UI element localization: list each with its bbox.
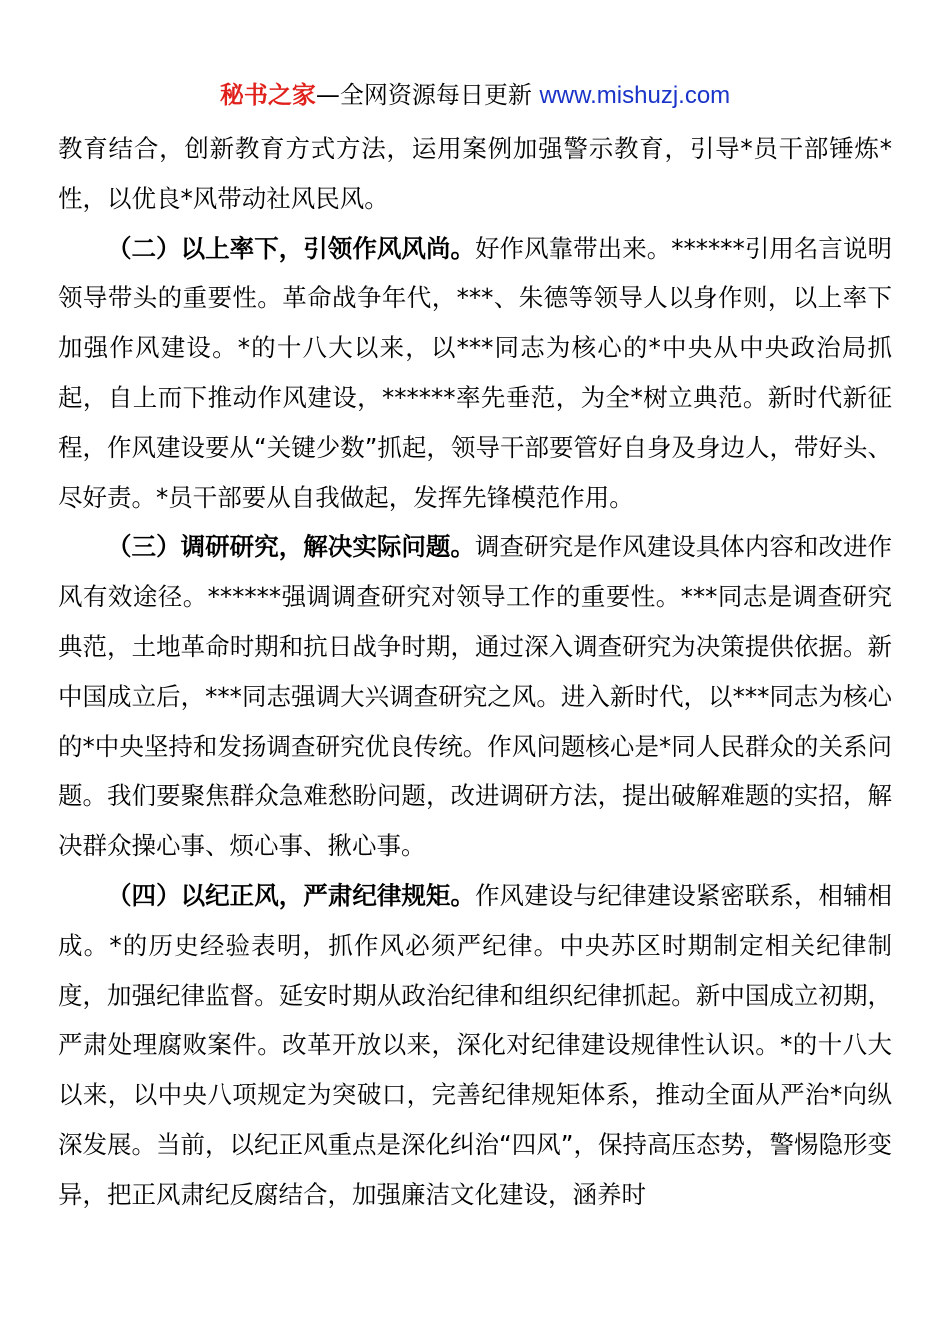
paragraph-text: 好作风靠带出来。******引用名言说明领导带头的重要性。革命战争年代，***、朱德等领导人以身作则，以上率下加强作风建设。*的十八大以来，以***同志为核心的*中央从中央政治局抓起，自上而下推动作风建设，******率先垂范，为全*树立典范。新时代新征程，作风建设要从“关键少数”抓起，领导干部要管好自身及身边人，带好头、尽好责。*员干部要从自我做起，发挥先锋模范作用。 (58, 233, 892, 512)
paragraph-text: 作风建设与纪律建设紧密联系，相辅相成。*的历史经验表明，抓作风必须严纪律。中央苏区时期制定相关纪律制度，加强纪律监督。延安时期从政治纪律和组织纪律抓起。新中国成立初期，严肃处理腐败案件。改革开放以来，深化对纪律建设规律性认识。*的十八大以来，以中央八项规定为突破口，完善纪律规矩体系，推动全面从严治*向纵深发展。当前，以纪正风重点是深化纠治“四风”，保持高压态势，警惕隐形变异，把正风肃纪反腐结合，加强廉洁文化建设，涵养时 (58, 880, 892, 1209)
paragraph-section-4 (58, 871, 892, 1220)
section-heading: （四）以纪正风，严肃纪律规矩。 (107, 880, 475, 910)
paragraph-section-2 (58, 224, 892, 523)
site-banner (0, 78, 950, 113)
paragraph-text: 教育结合，创新教育方式方法，运用案例加强警示教育，引导*员干部锤炼*性，以优良*风带动社风民风。 (58, 134, 892, 213)
banner-tagline: —全网资源每日更新 (315, 81, 540, 109)
site-url-link[interactable]: www.mishuzj.com (539, 82, 731, 109)
document-body (58, 124, 892, 1220)
section-heading: （二）以上率下，引领作风风尚。 (107, 233, 476, 263)
brand-name: 秘书之家 (219, 81, 316, 109)
section-heading: （三）调研研究，解决实际问题。 (107, 532, 475, 562)
paragraph-continuation (58, 124, 892, 224)
paragraph-text: 调查研究是作风建设具体内容和改进作风有效途径。******强调调查研究对领导工作的重要性。***同志是调查研究典范，土地革命时期和抗日战争时期，通过深入调查研究为决策提供依据。新中国成立后，***同志强调大兴调查研究之风。进入新时代，以***同志为核心的*中央坚持和发扬调查研究优良传统。作风问题核心是*同人民群众的关系问题。我们要聚焦群众急难愁盼问题，改进调研方法，提出破解难题的实招，解决群众操心事、烦心事、揪心事。 (58, 532, 892, 861)
paragraph-section-3 (58, 522, 892, 871)
